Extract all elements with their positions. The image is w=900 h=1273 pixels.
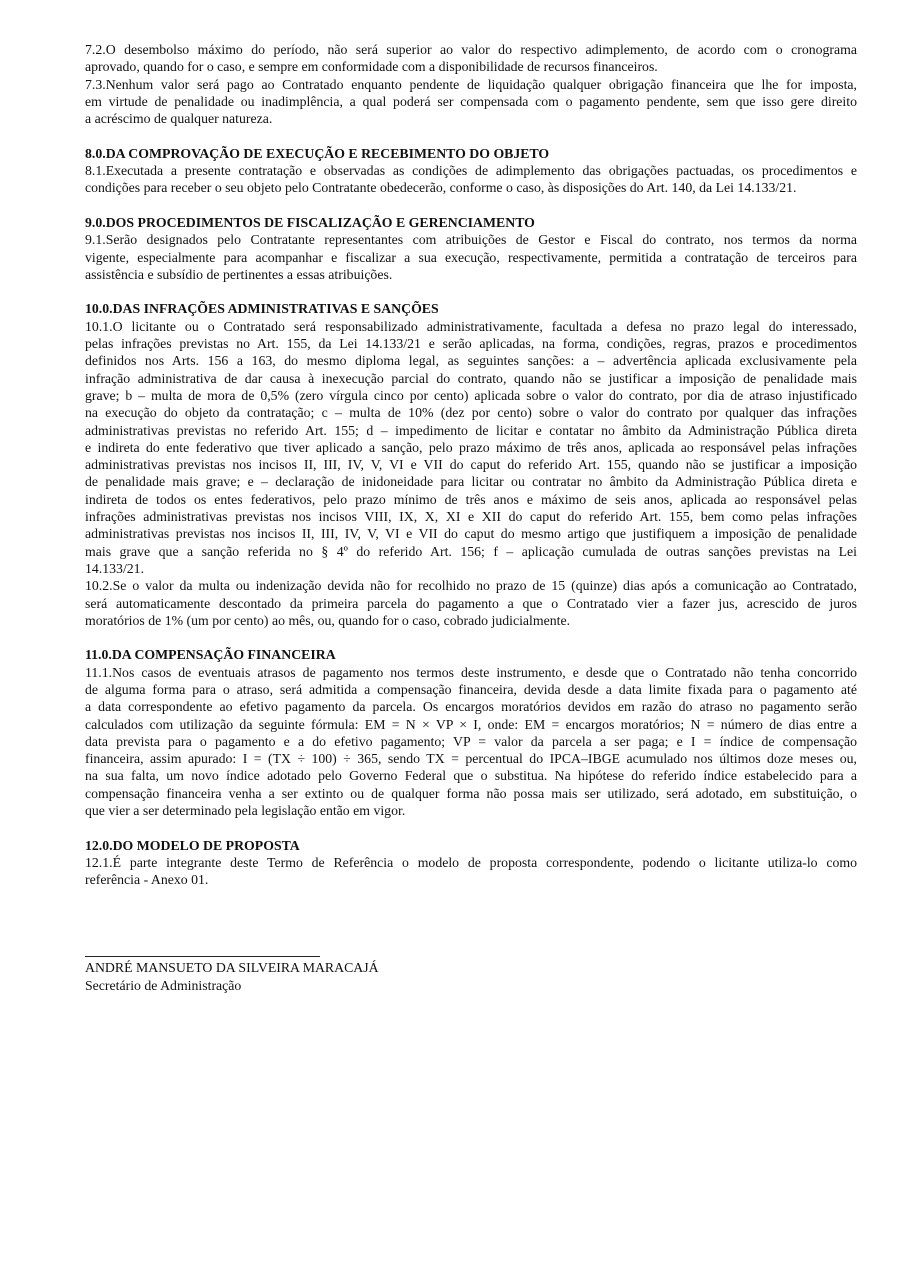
- spacer: [85, 283, 857, 300]
- text-line: definidos nos Arts. 156 a 163, do mesmo diploma legal, as seguintes sanções: a – advertência aplicada exclusivamente pela: [85, 353, 857, 369]
- signature-block: [85, 942, 379, 994]
- section-heading: 11.0.DA COMPENSAÇÃO FINANCEIRA: [85, 647, 336, 663]
- paragraph: [85, 664, 857, 820]
- text-line: na execução do objeto da contratação; c – multa de 10% (dez por cento) sobre o valor do contrato por qualquer das infrações: [85, 405, 857, 421]
- text-line: na sua falta, um novo índice adotado pelo Governo Federal que o substitua. Na hipótese do referido índice estabelecido para a: [85, 768, 857, 784]
- paragraph: [85, 162, 857, 197]
- text-line: mais grave que a sanção referida no § 4º do referido Art. 156; f – aplicação cumulada de outras sanções previstas na Lei: [85, 543, 857, 559]
- text-line: que vier a ser determinado pela legislação então em vigor.: [85, 803, 406, 819]
- section: [85, 145, 857, 197]
- text-line: 14.133/21.: [85, 560, 145, 576]
- paragraph: [85, 577, 857, 629]
- text-line: 11.1.Nos casos de eventuais atrasos de pagamento nos termos deste instrumento, e desde que o Contratado não tenha concorrido: [85, 664, 857, 680]
- section: [85, 214, 857, 283]
- text-line: 9.1.Serão designados pelo Contratante representantes com atribuições de Gestor e Fiscal do contrato, nos termos da norma: [85, 232, 857, 248]
- text-line: 7.3.Nenhum valor será pago ao Contratado enquanto pendente de liquidação qualquer obrigação financeira que lhe for imposta,: [85, 76, 857, 92]
- text-line: administrativas previstas no referido Art. 155; d – impedimento de licitar e contatar no âmbito da Administração Pública direta: [85, 422, 857, 438]
- text-line: infrações administrativas previstas nos incisos VIII, IX, X, XI e XII do caput do referido Art. 155, bem como pelas infrações: [85, 509, 857, 525]
- document-body: [85, 41, 857, 889]
- text-line: 10.1.O licitante ou o Contratado será responsabilizado administrativamente, facultada a defesa no prazo legal do interessado,: [85, 318, 857, 334]
- paragraph: [85, 76, 857, 128]
- signature-line: [85, 956, 320, 957]
- text-line: data prevista para o pagamento e a do efetivo pagamento; VP = valor da parcela a ser paga; e I = índice de compensação: [85, 733, 857, 749]
- paragraph: [85, 854, 857, 889]
- text-line: e indireta do ente federativo que tiver aplicado a sanção, pelo prazo máximo de três anos, aplicada ao responsável pelas infrações: [85, 439, 857, 455]
- text-line: indireta de todos os entes federativos, pelo prazo mínimo de três anos e máximo de seis anos, aplicada ao responsável pelas: [85, 491, 857, 507]
- text-line: condições para receber o seu objeto pelo Contratante obedecerão, conforme o caso, às disposições do Art. 140, da Lei 14.133/21.: [85, 180, 797, 196]
- text-line: referência - Anexo 01.: [85, 872, 209, 888]
- text-line: de alguma forma para o atraso, será admitida a compensação financeira, devida desde a data limite fixada para o pagamento até: [85, 681, 857, 697]
- text-line: será automaticamente descontado da primeira parcela do pagamento a que o Contratado vier a fazer jus, acrescido de juros: [85, 595, 857, 611]
- text-line: financeira, assim apurado: I = (TX ÷ 100) ÷ 365, sendo TX = percentual do IPCA–IBGE acumulado nos últimos doze meses ou,: [85, 751, 857, 767]
- text-line: a acréscimo de qualquer natureza.: [85, 111, 273, 127]
- text-line: compensação financeira venha a ser extinto ou de qualquer forma não possa mais ser utilizado, será adotado, em substituição, o: [85, 785, 857, 801]
- section: [85, 41, 857, 127]
- section: [85, 300, 857, 629]
- text-line: administrativas previstas nos incisos II, III, IV, V, VI e VII do caput do mesmo artigo que justifiquem a imposição de penalidade: [85, 526, 857, 542]
- spacer: [85, 197, 857, 214]
- text-line: pelas infrações previstas no Art. 155, da Lei 14.133/21 e serão aplicadas, na forma, condições, regras, prazos e procedimentos: [85, 336, 857, 352]
- paragraph: [85, 318, 857, 577]
- section-heading: 8.0.DA COMPROVAÇÃO DE EXECUÇÃO E RECEBIMENTO DO OBJETO: [85, 145, 550, 161]
- spacer: [85, 819, 857, 836]
- paragraph: [85, 41, 857, 76]
- section: [85, 837, 857, 889]
- signatory-name: ANDRÉ MANSUETO DA SILVEIRA MARACAJÁ: [85, 960, 379, 976]
- text-line: grave; b – multa de mora de 0,5% (zero vírgula cinco por cento) aplicada sobre o valor do contrato, por dia de atraso injustificado: [85, 387, 857, 403]
- text-line: 7.2.O desembolso máximo do período, não será superior ao valor do respectivo adimplemento, de acordo com o cronograma: [85, 42, 857, 57]
- text-line: moratórios de 1% (um por cento) ao mês, ou, quando for o caso, cobrado judicialmente.: [85, 612, 571, 628]
- text-line: 10.2.Se o valor da multa ou indenização devida não for recolhido no prazo de 15 (quinze) dias após a comunicação ao Contratado,: [85, 578, 857, 594]
- section-heading: 9.0.DOS PROCEDIMENTOS DE FISCALIZAÇÃO E GERENCIAMENTO: [85, 214, 535, 230]
- section-heading: 12.0.DO MODELO DE PROPOSTA: [85, 837, 300, 853]
- text-line: administrativas previstas nos incisos II, III, IV, V, VI e VII do caput do referido Art. 155, quando não se justificar a imposição: [85, 457, 857, 473]
- paragraph: [85, 231, 857, 283]
- text-line: 8.1.Executada a presente contratação e observadas as condições de adimplemento das obrigações pactuadas, os procedimentos e: [85, 163, 857, 179]
- text-line: assistência e subsídio de pertinentes a essas atribuições.: [85, 266, 393, 282]
- text-line: de penalidade mais grave; e – declaração de inidoneidade para licitar ou contratar no âmbito da Administração Pública direta e: [85, 474, 857, 490]
- text-line: aprovado, quando for o caso, e sempre em conformidade com a disponibilidade de recursos financeiros.: [85, 59, 658, 75]
- text-line: vigente, especialmente para acompanhar e fiscalizar a sua execução, respectivamente, permitida a contratação de terceiros para: [85, 249, 857, 265]
- signatory-title: Secretário de Administração: [85, 977, 242, 993]
- spacer: [85, 629, 857, 646]
- text-line: em virtude de penalidade ou inadimplência, a qual poderá ser compensada com o pagamento pendente, sem que isso gere direito: [85, 93, 857, 109]
- text-line: a data correspondente ao efetivo pagamento da parcela. Os encargos moratórios devidos em razão do atraso no pagamento serão: [85, 699, 857, 715]
- section-heading: 10.0.DAS INFRAÇÕES ADMINISTRATIVAS E SANÇÕES: [85, 301, 439, 317]
- section: [85, 646, 857, 819]
- text-line: infração administrativa de dar causa à inexecução parcial do contrato, quando não se justificar a imposição de penalidade mais: [85, 370, 857, 386]
- text-line: 12.1.É parte integrante deste Termo de Referência o modelo de proposta correspondente, podendo o licitante utiliza-lo como: [85, 854, 857, 870]
- spacer: [85, 127, 857, 144]
- text-line: calculados com utilização da seguinte fórmula: EM = N × VP × I, onde: EM = encargos moratórios; N = número de dias entre a: [85, 716, 857, 732]
